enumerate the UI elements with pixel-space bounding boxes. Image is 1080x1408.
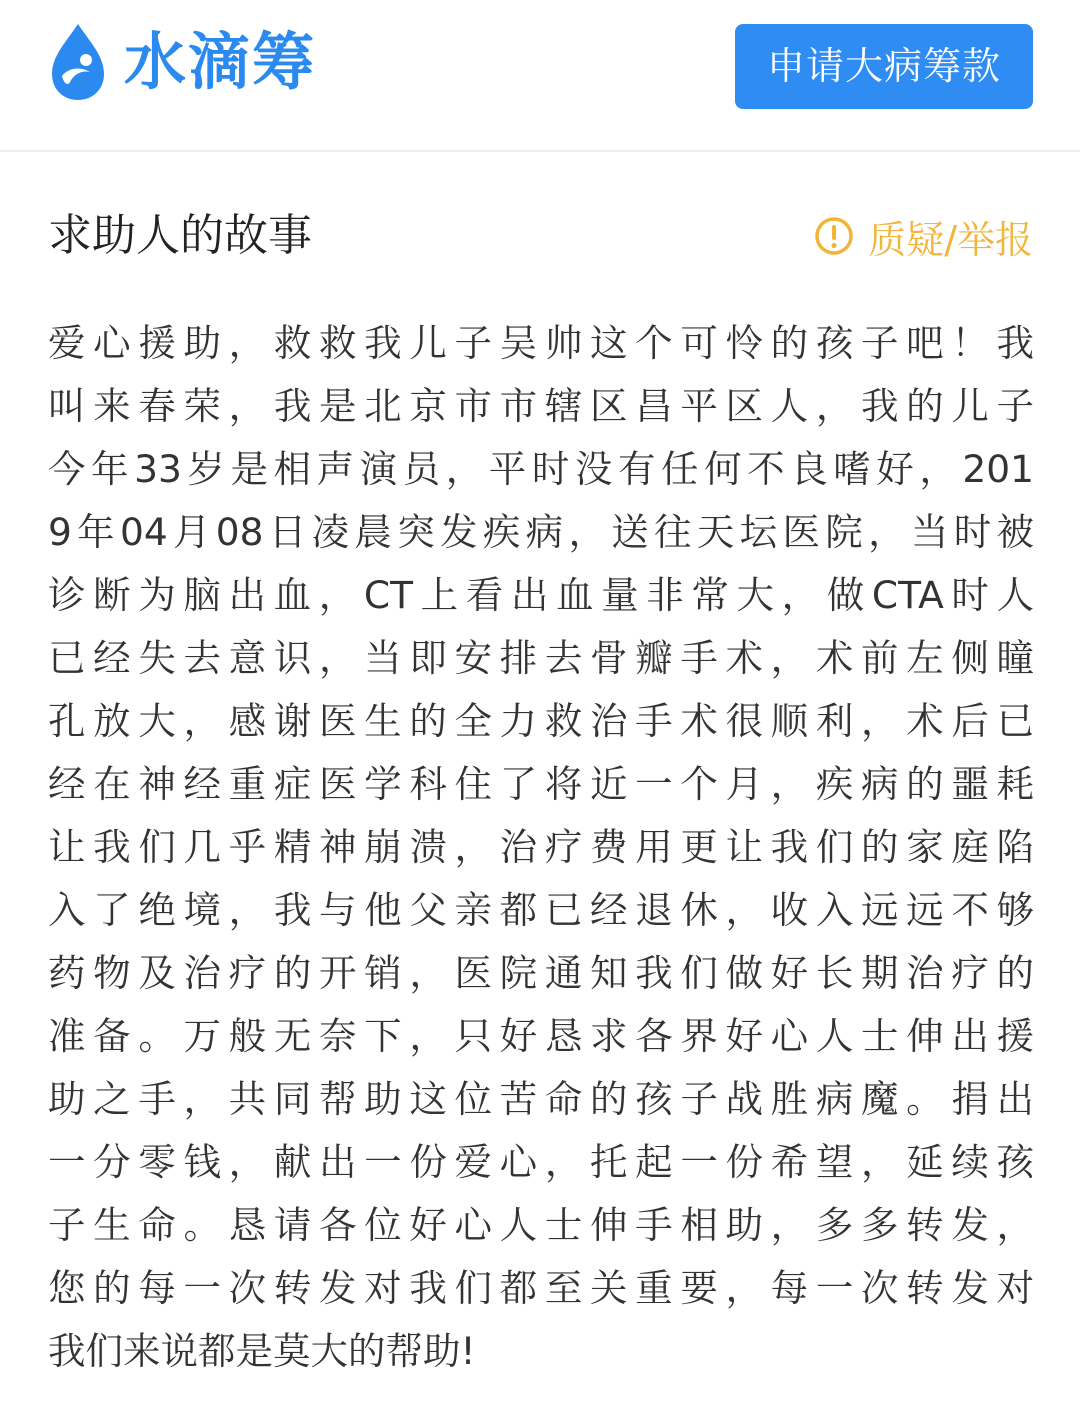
story-line: 您的每一次转发对我们都至关重要，每一次转发对 [48,1266,1034,1310]
section-title: 求助人的故事 [48,210,312,261]
water-drop-icon [46,20,110,104]
top-header [0,0,1080,152]
story-line: 准备。万般无奈下，只好恳求各界好心人士伸出援 [48,1014,1034,1058]
story-line: 孔放大，感谢医生的全力救治手术很顺利，术后已 [48,699,1034,743]
story-line: 今年33岁是相声演员，平时没有任何不良嗜好，201 [48,447,1034,491]
story-line: 诊断为脑出血，CT上看出血量非常大，做CTA时人 [48,573,1034,617]
story-line: 让我们几乎精神崩溃，治疗费用更让我们的家庭陷 [48,825,1034,869]
story-line: 子生命。恳请各位好心人士伸手相助，多多转发， [48,1203,1034,1247]
exclamation-circle-icon [814,216,854,256]
story-line: 爱心援助，救救我儿子吴帅这个可怜的孩子吧！我 [48,321,1034,365]
apply-fundraising-button[interactable]: 申请大病筹款 [735,24,1033,109]
story-line: 经在神经重症医学科住了将近一个月，疾病的噩耗 [48,762,1034,806]
report-label: 质疑/举报 [868,217,1033,262]
story-line: 我们来说都是莫大的帮助! [48,1329,476,1373]
story-line: 叫来春荣，我是北京市市辖区昌平区人，我的儿子 [48,384,1034,428]
story-line: 已经失去意识，当即安排去骨瓣手术，术前左侧瞳 [48,636,1034,680]
story-line: 入了绝境，我与他父亲都已经退休，收入远远不够 [48,888,1034,932]
story-line: 一分零钱，献出一份爱心，托起一份希望，延续孩 [48,1140,1034,1184]
story-line: 9年04月08日凌晨突发疾病，送往天坛医院，当时被 [48,510,1034,554]
story-text [48,312,1034,1387]
report-link[interactable] [814,205,1033,267]
brand-name: 水滴筹 [124,25,317,98]
brand-logo[interactable] [46,20,316,104]
story-line: 药物及治疗的开销，医院通知我们做好长期治疗的 [48,951,1034,995]
story-line: 助之手，共同帮助这位苦命的孩子战胜病魔。捐出 [48,1077,1034,1121]
